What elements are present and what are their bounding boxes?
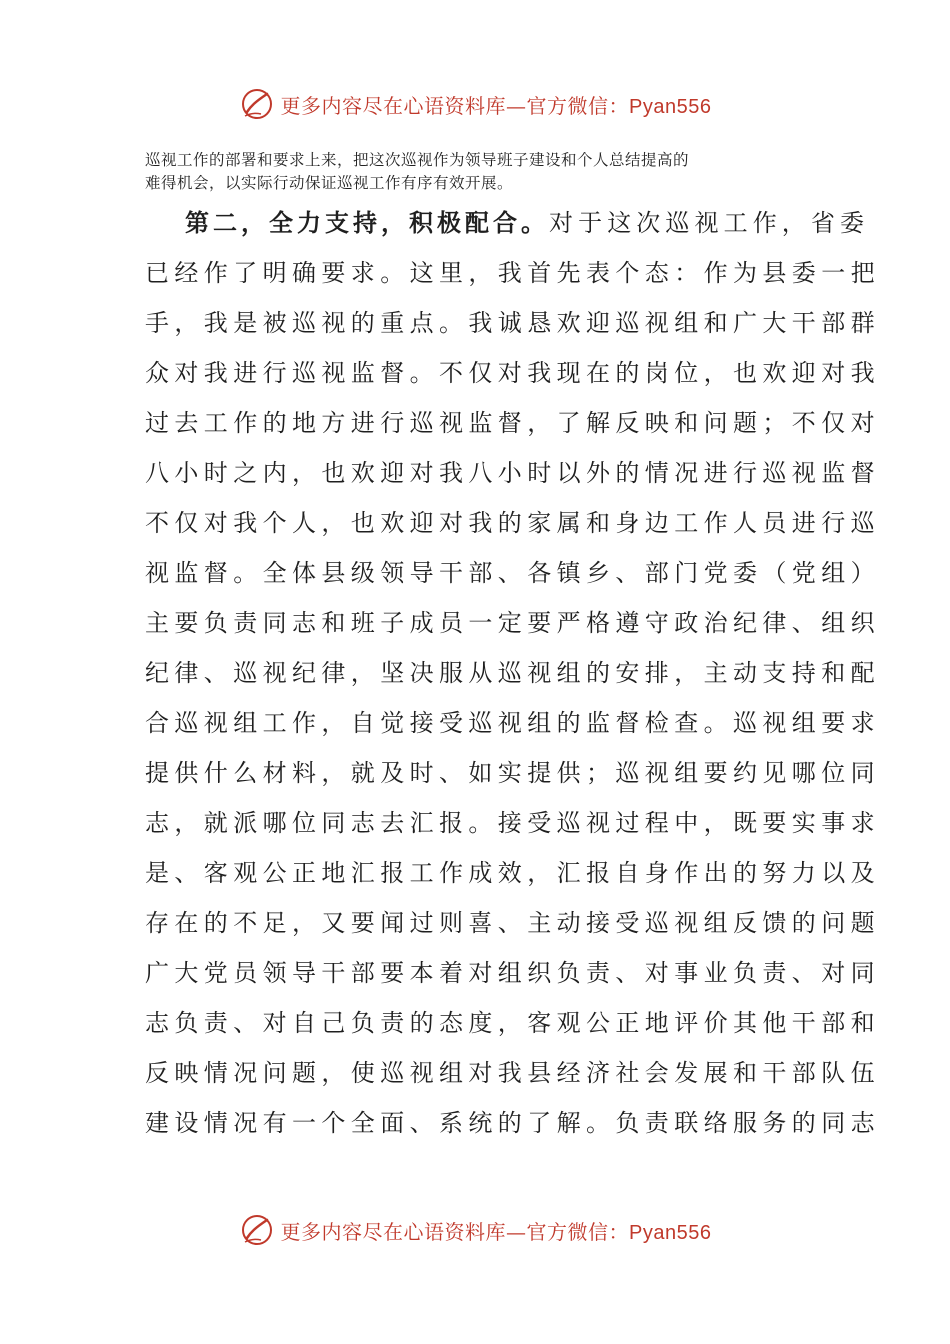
paragraph-line: 不仅对我个人，也欢迎对我的家属和身边工作人员进行巡 [145, 509, 880, 537]
pen-circle-logo-icon [239, 86, 275, 122]
header-banner-text: 更多内容尽在心语资料库—官方微信：Pyan556 [280, 93, 712, 118]
paragraph-line: 纪律、巡视纪律，坚决服从巡视组的安排，主动支持和配 [145, 659, 880, 687]
paragraph-line: 八小时之内，也欢迎对我八小时以外的情况进行巡视监督 [145, 459, 880, 487]
paragraph-line: 手，我是被巡视的重点。我诚恳欢迎巡视组和广大干部群 [145, 309, 880, 337]
paragraph-line: 视监督。全体县级领导干部、各镇乡、部门党委（党组） [145, 559, 880, 587]
paragraph-line: 志负责、对自己负责的态度，客观公正地评价其他干部和 [145, 1009, 880, 1037]
main-paragraph [145, 200, 880, 1150]
paragraph-line: 合巡视组工作，自觉接受巡视组的监督检查。巡视组要求 [145, 709, 880, 737]
footer-wechat-id: Pyan556 [629, 1221, 712, 1244]
intro-line: 巡视工作的部署和要求上来，把这次巡视作为领导班子建设和个人总结提高的 [145, 151, 690, 169]
paragraph-line: 志，就派哪位同志去汇报。接受巡视过程中，既要实事求 [145, 809, 880, 837]
paragraph-line: 主要负责同志和班子成员一定要严格遵守政治纪律、组织 [145, 609, 880, 637]
paragraph-line: 广大党员领导干部要本着对组织负责、对事业负责、对同 [145, 959, 880, 987]
footer-banner [0, 1210, 950, 1250]
section-heading: 第二，全力支持，积极配合。 [185, 208, 549, 237]
pen-circle-logo-icon [239, 1212, 275, 1248]
header-banner [0, 84, 950, 124]
footer-banner-text: 更多内容尽在心语资料库—官方微信：Pyan556 [280, 1219, 712, 1244]
paragraph-line: 众对我进行巡视监督。不仅对我现在的岗位，也欢迎对我 [145, 359, 880, 387]
paragraph-line: 已经作了明确要求。这里，我首先表个态：作为县委一把 [145, 259, 880, 287]
header-wechat-id: Pyan556 [629, 95, 712, 118]
paragraph-first-line [145, 200, 870, 250]
first-line-rest: 对于这次巡视工作，省委 [549, 209, 870, 237]
paragraph-line: 存在的不足，又要闻过则喜、主动接受巡视组反馈的问题 [145, 909, 880, 937]
paragraph-line: 反映情况问题，使巡视组对我县经济社会发展和干部队伍 [145, 1059, 880, 1087]
paragraph-line: 是、客观公正地汇报工作成效，汇报自身作出的努力以及 [145, 859, 880, 887]
intro-paragraph [145, 149, 810, 195]
paragraph-line: 提供什么材料，就及时、如实提供；巡视组要约见哪位同 [145, 759, 880, 787]
paragraph-line: 过去工作的地方进行巡视监督，了解反映和问题；不仅对 [145, 409, 880, 437]
intro-line: 难得机会，以实际行动保证巡视工作有序有效开展。 [145, 174, 514, 192]
paragraph-line: 建设情况有一个全面、系统的了解。负责联络服务的同志 [145, 1109, 880, 1137]
